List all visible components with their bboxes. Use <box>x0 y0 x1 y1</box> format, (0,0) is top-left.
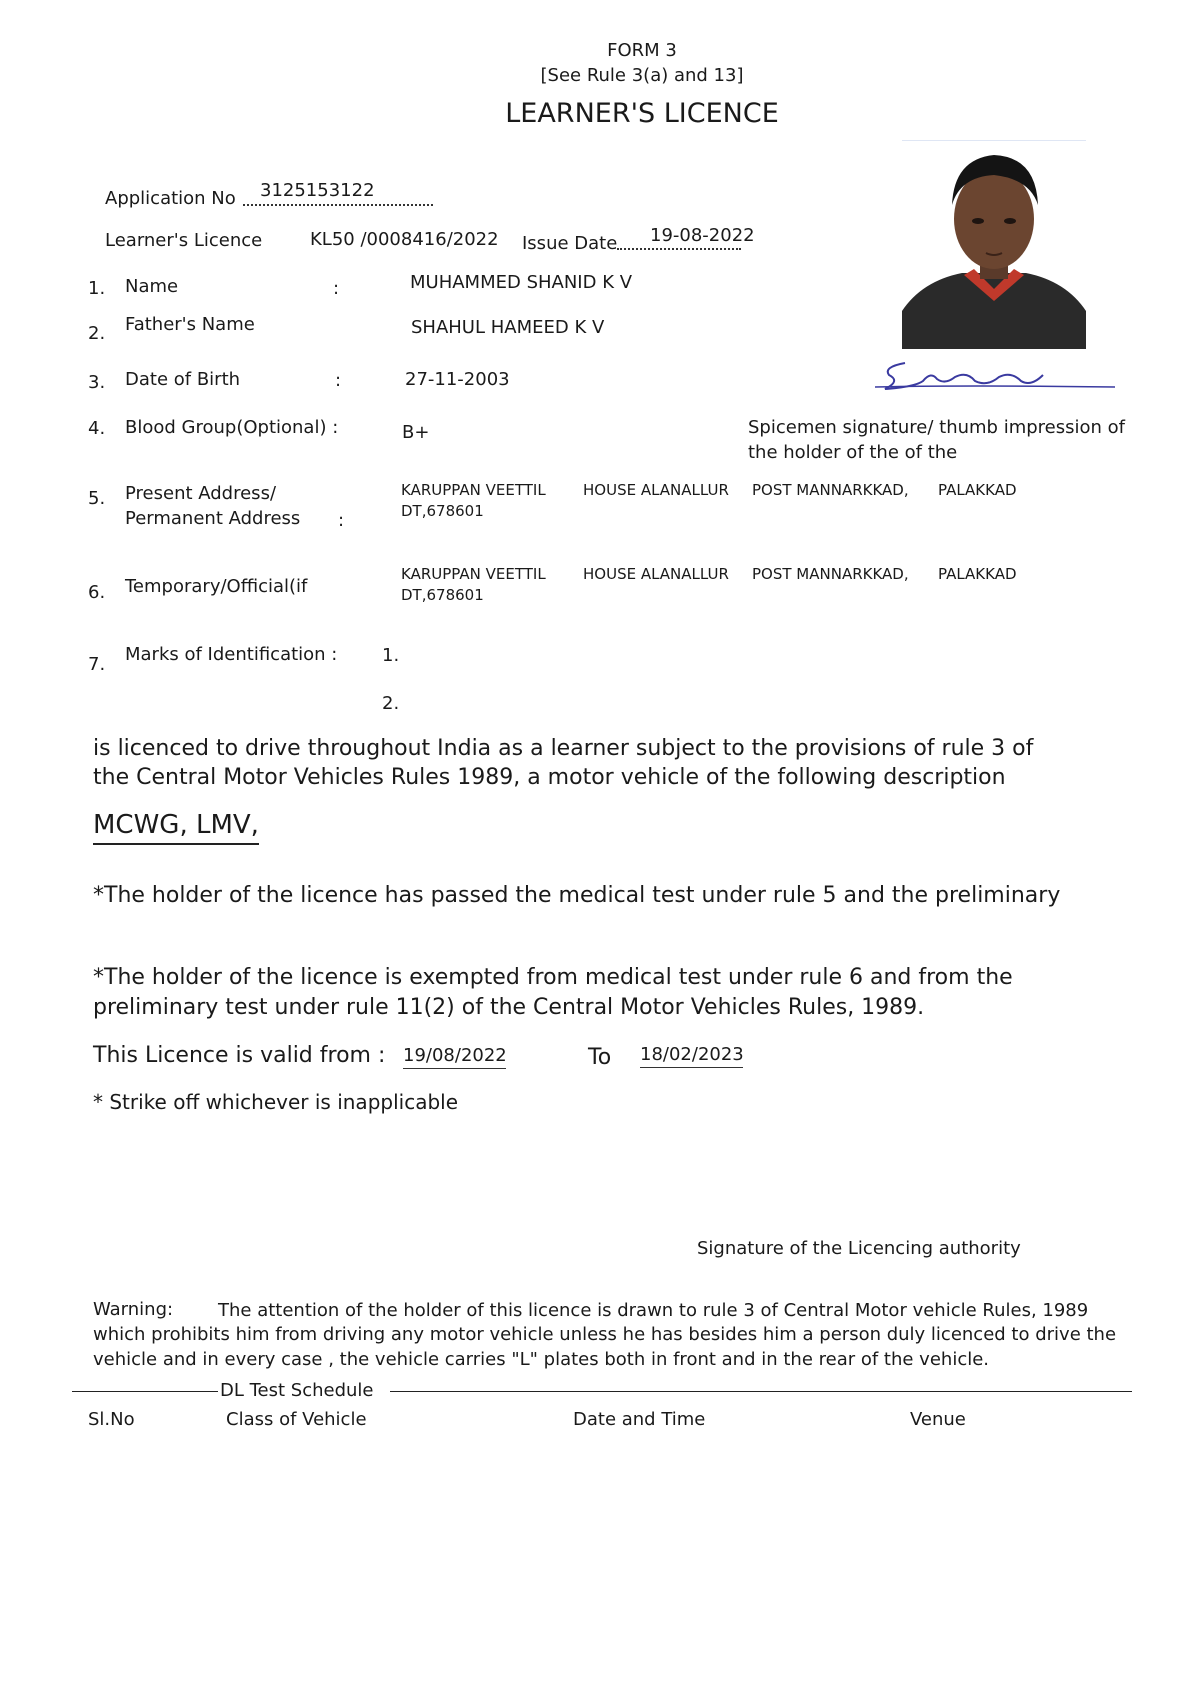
issue-date-dotted-line <box>617 248 741 250</box>
medical-exempt-line2: preliminary test under rule 11(2) of the Central Motor Vehicles Rules, 1989. <box>93 995 925 1020</box>
warning-line1: The attention of the holder of this licence is drawn to rule 3 of Central Motor vehicle Rules, 1989 <box>218 1300 1089 1321</box>
father-name-label: Father's Name <box>125 314 255 335</box>
schedule-col-venue: Venue <box>910 1409 966 1430</box>
field-no-1: 1. <box>88 278 106 299</box>
field-no-3: 3. <box>88 372 106 393</box>
address-part1: KARUPPAN VEETTIL <box>401 481 546 499</box>
marks-label: Marks of Identification : <box>125 644 338 665</box>
application-label: Application No <box>105 188 236 209</box>
blood-group-value: B+ <box>402 422 430 443</box>
holder-signature <box>875 357 1115 395</box>
medical-exempt-line1: *The holder of the licence is exempted from medical test under rule 6 and from the <box>93 965 1013 990</box>
strike-off-note: * Strike off whichever is inapplicable <box>93 1090 458 1114</box>
address-part2: HOUSE ALANALLUR <box>583 481 729 499</box>
schedule-title: DL Test Schedule <box>220 1380 374 1401</box>
schedule-col-datetime: Date and Time <box>573 1409 706 1430</box>
marks-item-2: 2. <box>382 693 400 714</box>
temporary-address-part1: KARUPPAN VEETTIL <box>401 565 546 583</box>
temporary-address-part3: POST MANNARKKAD, <box>752 565 909 583</box>
field-no-4: 4. <box>88 418 106 439</box>
schedule-rule-right <box>390 1391 1132 1392</box>
page-title: LEARNER'S LICENCE <box>505 98 779 129</box>
licencing-authority-signature-label: Signature of the Licencing authority <box>697 1238 1021 1259</box>
address-line2: DT,678601 <box>401 502 484 520</box>
name-colon: : <box>333 278 340 299</box>
temporary-address-label: Temporary/Official(if <box>125 576 308 597</box>
warning-label: Warning: <box>93 1299 174 1320</box>
temporary-address-line2: DT,678601 <box>401 586 484 604</box>
valid-to-date: 18/02/2023 <box>640 1044 743 1068</box>
form-number: FORM 3 <box>607 40 677 61</box>
specimen-caption-line1: Spicemen signature/ thumb impression of <box>748 417 1125 438</box>
address-part3: POST MANNARKKAD, <box>752 481 909 499</box>
father-name-value: SHAHUL HAMEED K V <box>411 317 605 338</box>
name-value: MUHAMMED SHANID K V <box>410 272 633 293</box>
valid-to-label: To <box>588 1045 612 1070</box>
issue-date-value: 19-08-2022 <box>650 225 755 246</box>
holder-photo <box>902 140 1086 349</box>
marks-item-1: 1. <box>382 645 400 666</box>
field-no-5: 5. <box>88 488 106 509</box>
warning-line3: vehicle and in every case , the vehicle carries "L" plates both in front and in the rear of the vehicle. <box>93 1349 990 1370</box>
schedule-col-slno: Sl.No <box>88 1409 135 1430</box>
temporary-address-part4: PALAKKAD <box>938 565 1017 583</box>
field-no-6: 6. <box>88 582 106 603</box>
field-no-2: 2. <box>88 323 106 344</box>
issue-date-label: Issue Date <box>522 233 618 254</box>
valid-from-label: This Licence is valid from : <box>93 1043 386 1068</box>
name-label: Name <box>125 276 179 297</box>
dob-label: Date of Birth <box>125 369 241 390</box>
specimen-caption-line2: the holder of the of the <box>748 442 958 463</box>
licence-statement-line2: the Central Motor Vehicles Rules 1989, a motor vehicle of the following description <box>93 765 1006 790</box>
holder-portrait-image <box>902 141 1086 349</box>
field-no-7: 7. <box>88 654 106 675</box>
licence-number: KL50 /0008416/2022 <box>310 229 499 250</box>
signature-image <box>875 357 1115 395</box>
address-part4: PALAKKAD <box>938 481 1017 499</box>
vehicle-classes: MCWG, LMV, <box>93 810 259 845</box>
rule-reference: [See Rule 3(a) and 13] <box>540 65 744 86</box>
valid-from-date: 19/08/2022 <box>403 1045 506 1069</box>
dob-value: 27-11-2003 <box>405 369 510 390</box>
schedule-col-class: Class of Vehicle <box>226 1409 367 1430</box>
address-colon: : <box>338 510 345 531</box>
address-label-line2: Permanent Address <box>125 508 301 529</box>
temporary-address-part2: HOUSE ALANALLUR <box>583 565 729 583</box>
dob-colon: : <box>335 370 342 391</box>
licence-label: Learner's Licence <box>105 230 263 251</box>
application-dotted-line <box>243 204 433 206</box>
warning-line2: which prohibits him from driving any motor vehicle unless he has besides him a person duly licenced to drive the <box>93 1324 1117 1345</box>
address-label-line1: Present Address/ <box>125 483 277 504</box>
licence-statement-line1: is licenced to drive throughout India as a learner subject to the provisions of rule 3 of <box>93 736 1034 761</box>
blood-group-label: Blood Group(Optional) : <box>125 417 339 438</box>
schedule-rule-left <box>72 1391 218 1392</box>
medical-test-passed: *The holder of the licence has passed the medical test under rule 5 and the preliminary <box>93 883 1061 908</box>
application-number: 3125153122 <box>260 180 375 201</box>
